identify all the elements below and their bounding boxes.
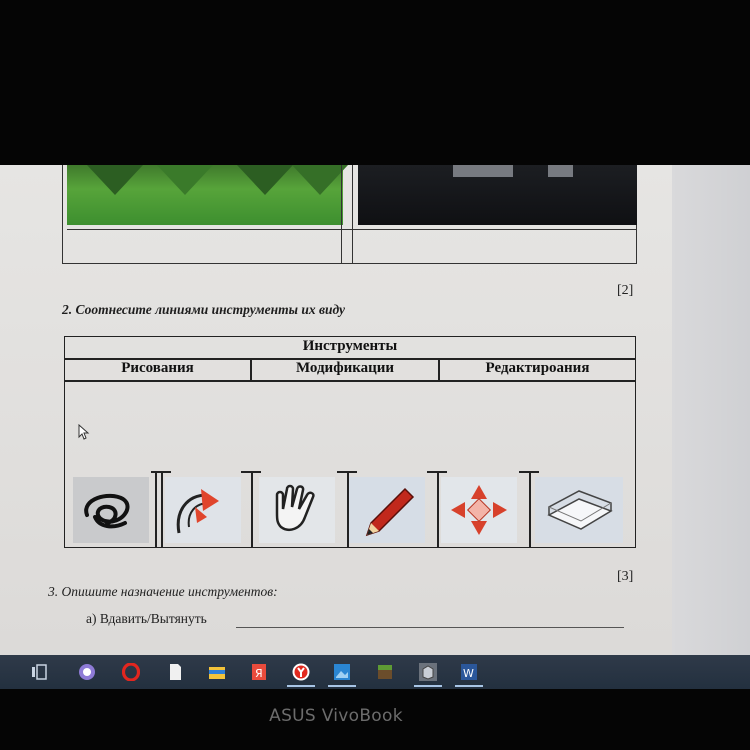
- scribble-icon: [73, 477, 149, 543]
- explorer-icon[interactable]: [208, 663, 226, 681]
- pencil-icon: [349, 477, 425, 543]
- photos-icon[interactable]: [333, 663, 351, 681]
- sketchup-icon[interactable]: [419, 663, 437, 681]
- column-modification: Модификации: [295, 360, 395, 376]
- task-view-icon[interactable]: [30, 663, 48, 681]
- dark-scene-thumbnail: [358, 165, 637, 225]
- landscape-thumbnail: [67, 165, 343, 225]
- file-icon[interactable]: [166, 663, 184, 681]
- q3-item-a: а) Вдавить/Вытянуть: [86, 611, 207, 626]
- cortana-icon[interactable]: [78, 663, 96, 681]
- yandex-browser-icon[interactable]: [292, 663, 310, 681]
- push-pull-box-icon: [535, 477, 623, 543]
- q1-score: [2]: [617, 283, 634, 298]
- orbit-arrow-icon: [165, 477, 241, 543]
- svg-text:Я: Я: [255, 667, 263, 680]
- taskbar: [0, 655, 750, 689]
- laptop-brand-label: ASUS VivoBook: [269, 706, 403, 726]
- q3-title: 3. Опишите назначение инструментов:: [48, 584, 278, 599]
- answer-line: [236, 627, 624, 628]
- move-arrows-icon: [441, 477, 517, 543]
- table-header: Инструменты: [302, 338, 398, 354]
- svg-text:W: W: [463, 667, 474, 680]
- column-editing: Редактироания: [485, 360, 590, 376]
- q2-score: [3]: [617, 569, 634, 584]
- minecraft-icon[interactable]: [376, 663, 394, 681]
- mouse-cursor-icon: [78, 424, 90, 440]
- word-icon[interactable]: [460, 663, 478, 681]
- document-margin: [672, 165, 750, 655]
- tools-table: [64, 336, 636, 548]
- opera-icon[interactable]: [122, 663, 140, 681]
- hand-icon: [259, 477, 335, 543]
- yandex-icon[interactable]: [250, 663, 268, 681]
- image-table: [62, 165, 637, 264]
- q2-title: 2. Соотнесите линиями инструменты их виду: [62, 302, 346, 317]
- column-drawing: Рисования: [121, 360, 194, 376]
